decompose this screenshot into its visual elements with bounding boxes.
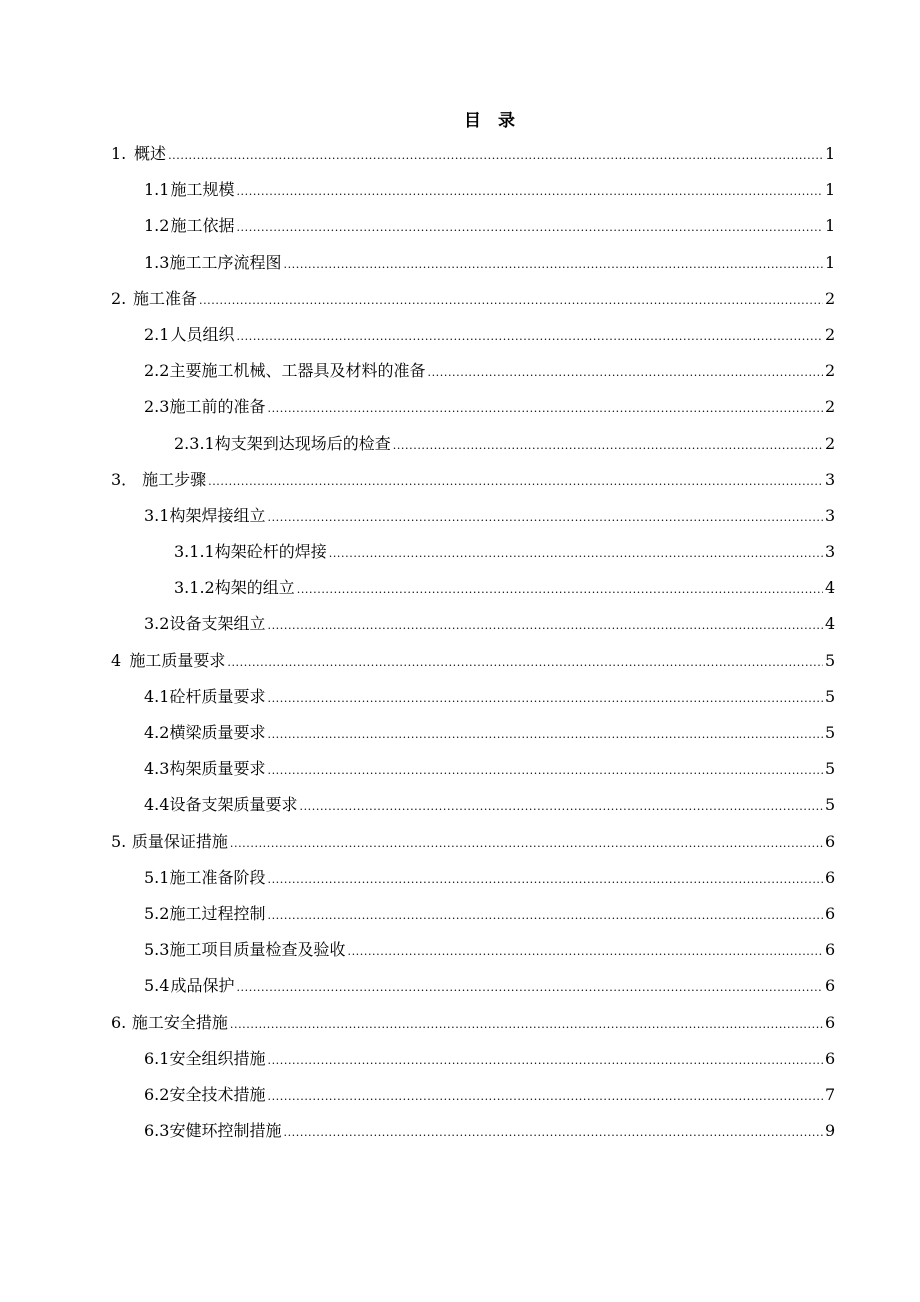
toc-entry[interactable] [0,861,920,897]
toc-entry-label: 施工工序流程图 [169,252,282,272]
toc-entry-label: 安健环控制措施 [169,1121,282,1141]
dot-leader [267,1051,823,1071]
toc-entry[interactable] [0,463,920,499]
toc-entry-page-number: 6 [825,903,836,923]
dot-leader [230,1015,823,1035]
toc-entry-number: 2.2 [144,361,170,381]
toc-entry-label: 施工前的准备 [169,397,266,417]
toc-entry-label: 施工项目质量检查及验收 [169,940,346,960]
toc-entry-number: 4.3 [144,759,170,779]
dot-leader [329,544,823,564]
toc-entry[interactable] [0,788,920,824]
toc-entry-page-number: 3 [825,505,836,525]
dot-leader [230,834,823,854]
toc-entry-number: 6.2 [144,1084,170,1104]
toc-entry[interactable] [0,246,920,282]
toc-entry[interactable] [0,752,920,788]
toc-entry-page-number: 5 [825,686,836,706]
toc-entry-page-number: 3 [825,542,836,562]
toc-entry-page-number: 5 [825,759,836,779]
toc-entry-page-number: 4 [825,578,836,598]
toc-entry[interactable] [0,499,920,535]
toc-entry-number: 2.3 [144,397,170,417]
toc-entry-label: 构架质量要求 [169,759,266,779]
toc-entry-page-number: 1 [825,216,836,236]
dot-leader [236,327,823,347]
toc-entry-label: 砼杆质量要求 [169,686,266,706]
dot-leader [267,906,823,926]
toc-entry[interactable] [0,535,920,571]
toc-entry-number: 3.1.1 [174,542,215,562]
toc-title [0,106,920,131]
dot-leader [267,761,823,781]
toc-entry[interactable] [0,897,920,933]
toc-entry-page-number: 5 [825,650,836,670]
toc-entry-number: 5. [111,831,127,851]
dot-leader [267,689,823,709]
toc-entry-page-number: 6 [825,1012,836,1032]
toc-entry-number: 4.4 [144,795,170,815]
toc-entry[interactable] [0,644,920,680]
toc-entry-label: 人员组织 [170,324,235,344]
toc-entry-number: 3． [111,469,138,489]
dot-leader [283,255,823,275]
toc-entry[interactable] [0,354,920,390]
toc-entry[interactable] [0,1078,920,1114]
toc-entry-label: 施工安全措施 [131,1012,228,1032]
dot-leader [267,725,823,745]
toc-entry-label: 质量保证措施 [131,831,228,851]
toc-entry-label: 成品保护 [170,976,235,996]
toc-entry[interactable] [0,825,920,861]
toc-entry-page-number: 3 [825,469,836,489]
toc-entry-page-number: 2 [825,361,836,381]
toc-entry-number: 4.2 [144,723,170,742]
dot-leader [236,218,823,238]
toc-entry-label: 施工过程控制 [169,903,266,923]
dot-leader [267,870,823,890]
dot-leader [208,472,823,492]
toc-entry[interactable] [0,1006,920,1042]
toc-title-char-1: 目 [464,111,482,131]
toc-entry-label: 施工准备 [132,288,197,308]
toc-entry-label: 施工依据 [170,216,235,236]
toc-entry-number: 3.1.2 [174,578,215,598]
toc-entry-label: 主要施工机械、工器具及材料的准备 [169,361,426,381]
toc-entry[interactable] [0,607,920,643]
dot-leader [267,399,823,419]
dot-leader [236,978,823,998]
toc-entry[interactable] [0,282,920,318]
toc-entry-label: 构架砼杆的焊接 [214,542,327,562]
toc-entry-number: 3.2 [144,614,170,634]
toc-entry-label: 构架焊接组立 [169,505,266,525]
toc-entry-label: 施工准备阶段 [169,867,266,887]
dot-leader [199,291,823,311]
toc-entry[interactable] [0,209,920,245]
toc-entry-number: 1.1 [144,180,170,200]
toc-entry-label: 构支架到达现场后的检查 [214,433,391,453]
toc-entry-label: 构架的组立 [214,578,295,598]
toc-entry-number: 5.2 [144,903,170,923]
toc-title-char-2: 录 [498,111,516,131]
dot-leader [297,580,823,600]
toc-entry-page-number: 1 [825,144,836,163]
toc-entry[interactable] [0,716,920,752]
toc-entry[interactable] [0,571,920,607]
toc-entry-page-number: 4 [825,614,836,634]
dot-leader [168,146,823,166]
dot-leader [236,182,823,202]
dot-leader [347,942,823,962]
toc-entry-page-number: 6 [825,1048,836,1068]
toc-entry-label: 施工质量要求 [129,650,226,670]
toc-entry-page-number: 6 [825,831,836,851]
toc-entry[interactable] [0,933,920,969]
toc-entry-number: 2. [111,288,127,308]
toc-entry-number: 1.2 [144,216,170,236]
toc-entry-page-number: 2 [825,433,836,453]
toc-entry-page-number: 5 [825,795,836,815]
toc-entry[interactable] [0,969,920,1005]
dot-leader [299,797,823,817]
toc-entry-number: 3.1 [144,505,170,525]
toc-entry-page-number: 2 [825,397,836,417]
toc-entry[interactable] [0,318,920,354]
toc-entry-page-number: 6 [825,867,836,887]
toc-entry-page-number: 2 [825,288,836,308]
toc-entry-number: 2.3.1 [174,433,215,453]
toc-entry-label: 设备支架组立 [169,614,266,634]
toc-entry-number: 1.3 [144,252,170,272]
toc-entry-page-number: 2 [825,324,836,344]
toc-entry-number: 5.1 [144,867,170,887]
toc-entry-page-number: 6 [825,940,836,960]
toc-entry[interactable] [0,680,920,716]
toc-entry-number: 6.3 [144,1121,170,1141]
toc-entry-number: 6. [111,1012,127,1032]
toc-entry-label: 安全技术措施 [169,1084,266,1104]
toc-entry-label: 设备支架质量要求 [169,795,298,815]
dot-leader [267,616,823,636]
toc-entry[interactable] [0,390,920,426]
toc-entry-label: 横梁质量要求 [169,723,266,742]
dot-leader [283,1123,823,1143]
toc-entry-label: 概述 [134,144,167,163]
toc-entry-page-number: 6 [825,976,836,996]
toc-entry-label: 安全组织措施 [169,1048,266,1068]
toc-entry-page-number: 7 [825,1084,836,1104]
toc-list [0,137,920,1150]
toc-entry-page-number: 9 [825,1121,836,1141]
toc-entry-number: 4 [111,650,122,670]
dot-leader [267,508,823,528]
toc-entry[interactable] [0,173,920,209]
dot-leader [227,653,823,673]
toc-entry[interactable] [0,137,920,173]
toc-entry-number: 2.1 [144,324,170,344]
toc-entry-label: 施工规模 [170,180,235,200]
toc-entry[interactable] [0,427,920,463]
toc-entry-label: 施工步骤 [142,469,207,489]
toc-entry-page-number: 1 [825,252,836,272]
dot-leader [267,1087,823,1107]
toc-entry[interactable] [0,1042,920,1078]
toc-entry-number: 4.1 [144,686,170,706]
toc-entry-page-number: 5 [825,723,836,742]
toc-entry[interactable] [0,1114,920,1150]
toc-entry-number: 5.3 [144,940,170,960]
toc-entry-number: 6.1 [144,1048,170,1068]
toc-entry-page-number: 1 [825,180,836,200]
dot-leader [427,363,823,383]
toc-entry-number: 5.4 [144,976,170,996]
dot-leader [393,436,823,456]
toc-entry-number: 1. [111,144,127,163]
